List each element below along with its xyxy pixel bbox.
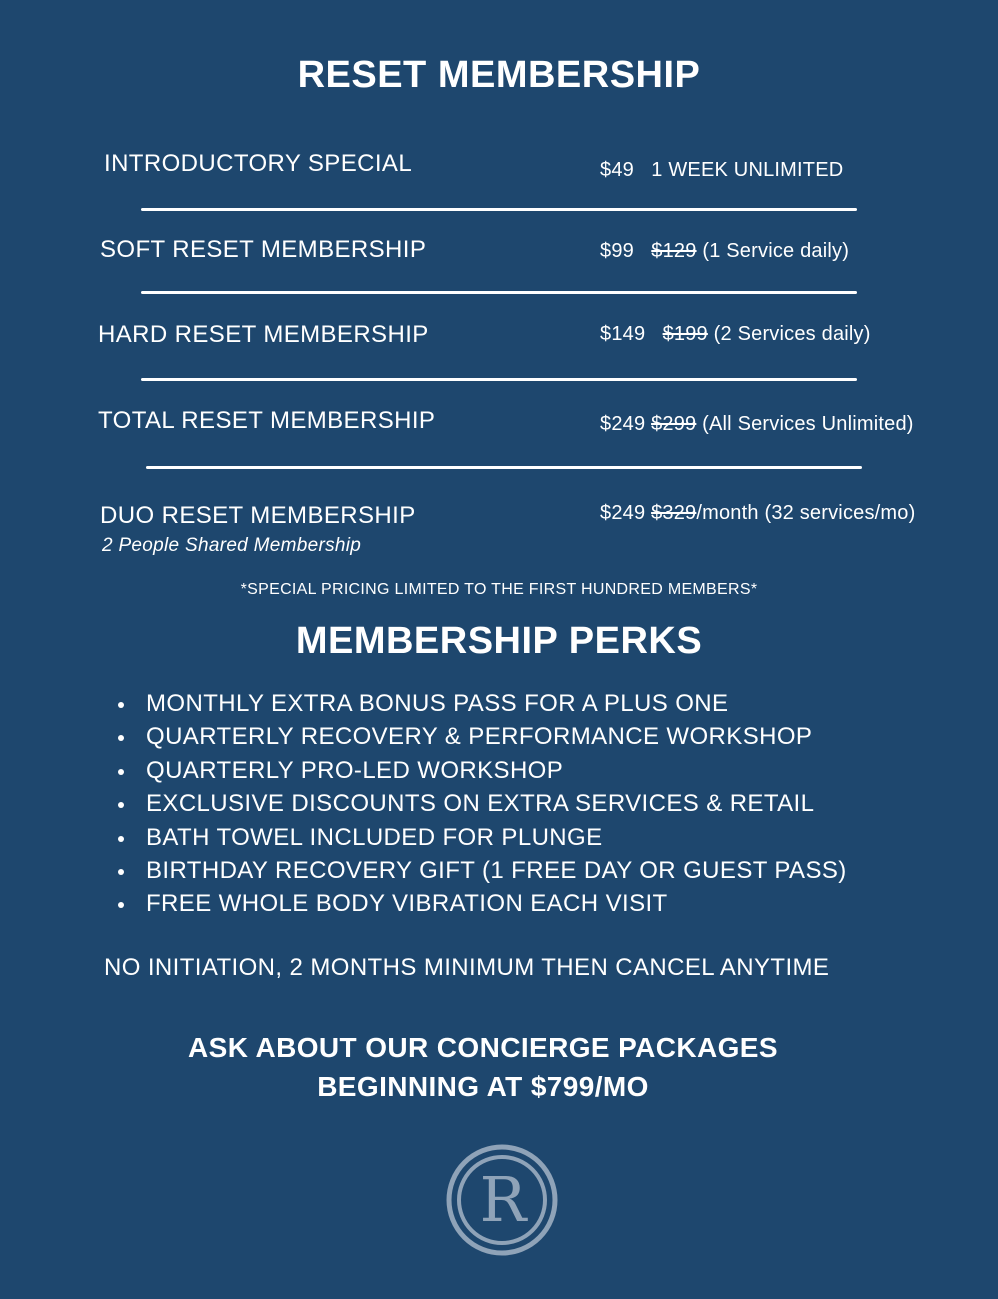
plan-price: $149 xyxy=(600,323,646,345)
divider xyxy=(141,378,857,381)
plan-price-soft-reset xyxy=(600,240,849,263)
plan-price-introductory xyxy=(600,159,843,182)
perks-list xyxy=(118,687,847,921)
concierge-line-2: BEGINNING AT $799/MO xyxy=(317,1071,649,1102)
plan-price: $99 xyxy=(600,240,634,262)
r-circle-logo-icon xyxy=(445,1143,559,1257)
plan-old-price: $199 xyxy=(662,323,708,345)
plan-name-hard-reset: HARD RESET MEMBERSHIP xyxy=(98,321,429,348)
special-pricing-note: *SPECIAL PRICING LIMITED TO THE FIRST HUNDRED MEMBERS* xyxy=(240,581,758,598)
perks-title: MEMBERSHIP PERKS xyxy=(295,620,703,662)
plan-name-soft-reset: SOFT RESET MEMBERSHIP xyxy=(100,236,427,263)
divider xyxy=(146,466,862,469)
perk-item: MONTHLY EXTRA BONUS PASS FOR A PLUS ONE xyxy=(118,687,847,720)
plan-details: /month (32 services/mo) xyxy=(696,502,916,524)
plan-price: $49 xyxy=(600,159,634,181)
plan-name-total-reset: TOTAL RESET MEMBERSHIP xyxy=(98,407,436,434)
plan-price: $249 xyxy=(600,502,646,524)
concierge-line-1: ASK ABOUT OUR CONCIERGE PACKAGES xyxy=(188,1032,778,1063)
plan-old-price: $299 xyxy=(651,413,697,435)
divider xyxy=(141,208,857,211)
plan-details: (All Services Unlimited) xyxy=(702,413,914,435)
plan-price-hard-reset xyxy=(600,323,871,346)
membership-policy: NO INITIATION, 2 MONTHS MINIMUM THEN CANCEL ANYTIME xyxy=(104,954,830,981)
plan-name-introductory: INTRODUCTORY SPECIAL xyxy=(104,150,413,177)
perk-item: BIRTHDAY RECOVERY GIFT (1 FREE DAY OR GUEST PASS) xyxy=(118,854,847,887)
plan-price-total-reset xyxy=(600,413,914,436)
perk-item: BATH TOWEL INCLUDED FOR PLUNGE xyxy=(118,821,847,854)
page-title: RESET MEMBERSHIP xyxy=(297,54,701,96)
logo-letter: R xyxy=(479,1163,527,1236)
perk-item: QUARTERLY PRO-LED WORKSHOP xyxy=(118,754,847,787)
perk-item: QUARTERLY RECOVERY & PERFORMANCE WORKSHOP xyxy=(118,720,847,753)
plan-details: (2 Services daily) xyxy=(713,323,871,345)
plan-subtitle-duo-reset: 2 People Shared Membership xyxy=(102,535,362,556)
plan-price: $249 xyxy=(600,413,646,435)
plan-name-duo-reset: DUO RESET MEMBERSHIP xyxy=(100,502,416,529)
plan-old-price: $129 xyxy=(651,240,697,262)
plan-old-price: $329 xyxy=(651,502,697,524)
perk-item: FREE WHOLE BODY VIBRATION EACH VISIT xyxy=(118,887,847,920)
perk-item: EXCLUSIVE DISCOUNTS ON EXTRA SERVICES & RETAIL xyxy=(118,787,847,820)
divider xyxy=(141,291,857,294)
plan-details: (1 Service daily) xyxy=(702,240,850,262)
plan-details: 1 WEEK UNLIMITED xyxy=(651,159,844,181)
plan-price-duo-reset xyxy=(600,502,915,525)
